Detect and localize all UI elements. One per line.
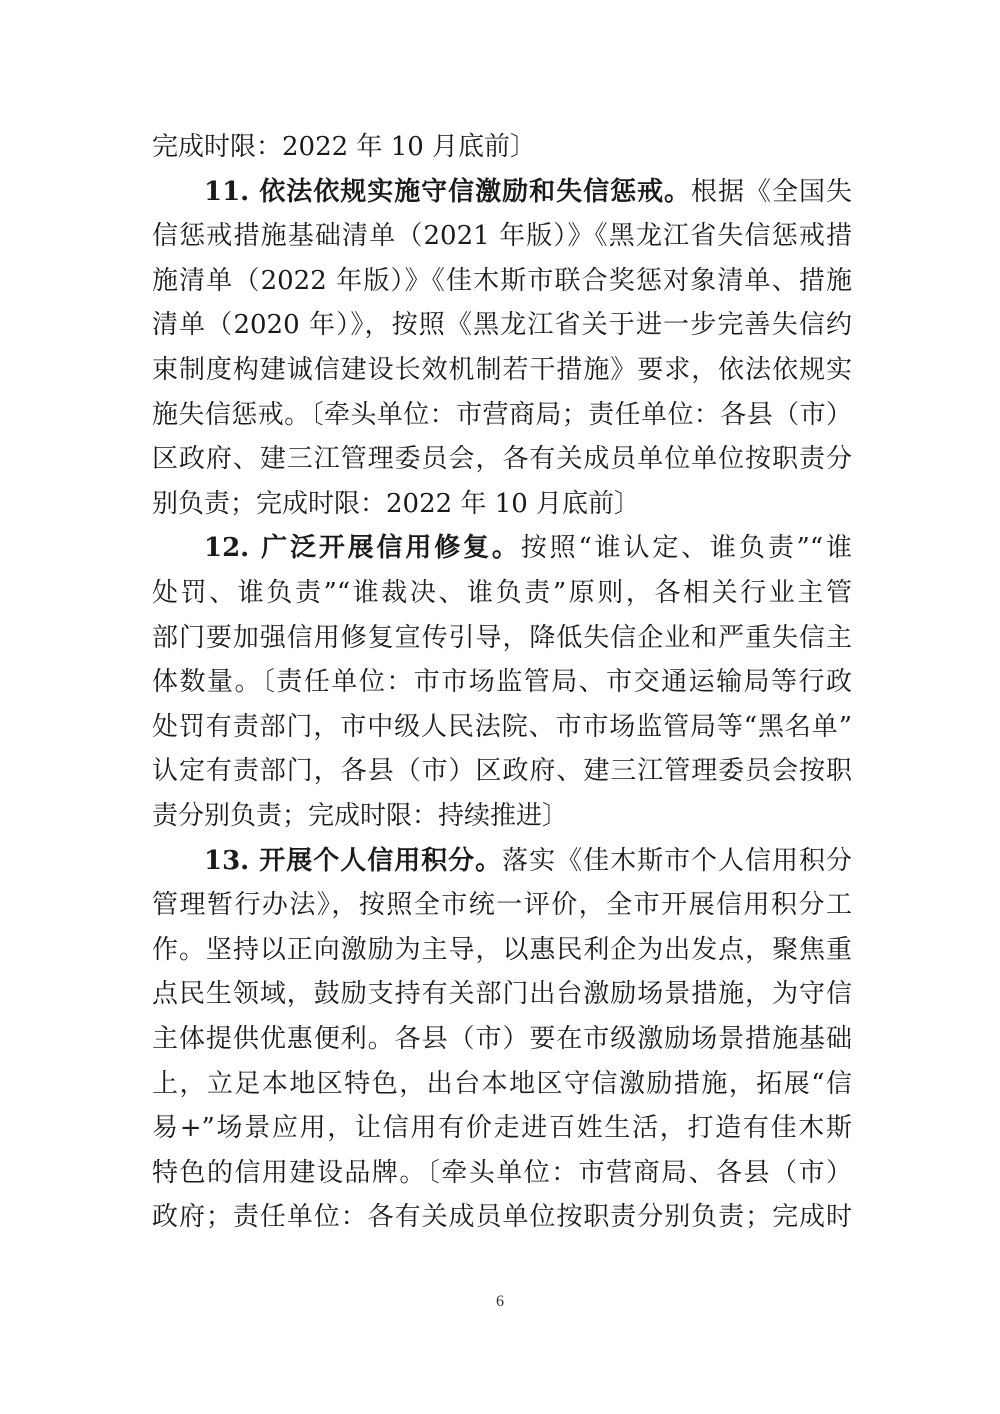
section-heading: 11. 依法依规实施守信激励和失信惩戒。: [204, 177, 692, 207]
text-line: [152, 800, 852, 832]
text-line: [152, 978, 852, 1010]
line-text: 政府；责任单位：各有关成员单位按职责分别负责；完成时: [152, 1202, 852, 1232]
text-line: [152, 399, 852, 431]
line-text: 处罚、谁负责”“谁裁决、谁负责”原则，各相关行业主管: [152, 578, 852, 608]
line-text: 根据《全国失: [691, 177, 852, 207]
page-number: 6: [496, 1293, 504, 1310]
line-text: 管理暂行办法》，按照全市统一评价，全市开展信用积分工: [152, 890, 852, 920]
line-text: 特色的信用建设品牌。〔牵头单位：市营商局、各县（市）: [152, 1158, 852, 1188]
line-text: 责分别负责；完成时限：持续推进〕: [152, 801, 569, 831]
text-line: [152, 666, 852, 698]
line-text: 易+”场景应用，让信用有价走进百姓生活，打造有佳木斯: [152, 1113, 852, 1143]
paragraph-first-line: [204, 532, 852, 564]
text-line: [152, 488, 852, 520]
text-line: [152, 755, 852, 787]
text-line: [152, 934, 852, 966]
text-line: [152, 711, 852, 743]
text-line: [152, 309, 852, 341]
text-line: [152, 131, 852, 163]
text-line: [152, 577, 852, 609]
section-heading: 13. 开展个人信用积分。: [204, 846, 503, 876]
line-text: 施清单（2022 年版）》《佳木斯市联合奖惩对象清单、措施: [152, 266, 852, 296]
text-line: [152, 1068, 852, 1100]
line-text: 体数量。〔责任单位：市市场监管局、市交通运输局等行政: [152, 667, 852, 697]
text-line: [152, 443, 852, 475]
text-line: [152, 889, 852, 921]
text-line: [152, 220, 852, 252]
line-text: 别负责；完成时限：2022 年 10 月底前〕: [152, 489, 641, 519]
text-line: [152, 1157, 852, 1189]
line-text: 完成时限：2022 年 10 月底前〕: [152, 132, 537, 162]
line-text: 认定有责部门，各县（市）区政府、建三江管理委员会按职: [152, 756, 852, 786]
line-text: 主体提供优惠便利。各县（市）要在市级激励场景措施基础: [152, 1024, 852, 1054]
section-heading: 12. 广泛开展信用修复。: [204, 533, 521, 563]
line-text: 束制度构建诚信建设长效机制若干措施》要求，依法依规实: [152, 355, 852, 385]
line-text: 处罚有责部门，市中级人民法院、市市场监管局等“黑名单”: [152, 712, 852, 742]
paragraph-first-line: [204, 845, 852, 877]
line-text: 点民生领域，鼓励支持有关部门出台激励场景措施，为守信: [152, 979, 852, 1009]
text-line: [152, 1201, 852, 1233]
line-text: 上，立足本地区特色，出台本地区守信激励措施，拓展“信: [152, 1069, 852, 1099]
line-text: 区政府、建三江管理委员会，各有关成员单位单位按职责分: [152, 444, 852, 474]
line-text: 清单（2020 年）》，按照《黑龙江省关于进一步完善失信约: [152, 310, 852, 340]
text-line: [152, 354, 852, 386]
line-text: 按照“谁认定、谁负责”“谁: [520, 533, 852, 563]
text-line: [152, 622, 852, 654]
line-text: 施失信惩戒。〔牵头单位：市营商局；责任单位：各县（市）: [152, 400, 852, 430]
line-text: 落实《佳木斯市个人信用积分: [502, 846, 852, 876]
line-text: 部门要加强信用修复宣传引导，降低失信企业和严重失信主: [152, 623, 852, 653]
text-line: [152, 265, 852, 297]
text-line: [152, 1112, 852, 1144]
text-line: [152, 1023, 852, 1055]
line-text: 作。坚持以正向激励为主导，以惠民利企为出发点，聚焦重: [152, 935, 852, 965]
paragraph-first-line: [204, 176, 852, 208]
line-text: 信惩戒措施基础清单（2021 年版）》《黑龙江省失信惩戒措: [152, 221, 852, 251]
